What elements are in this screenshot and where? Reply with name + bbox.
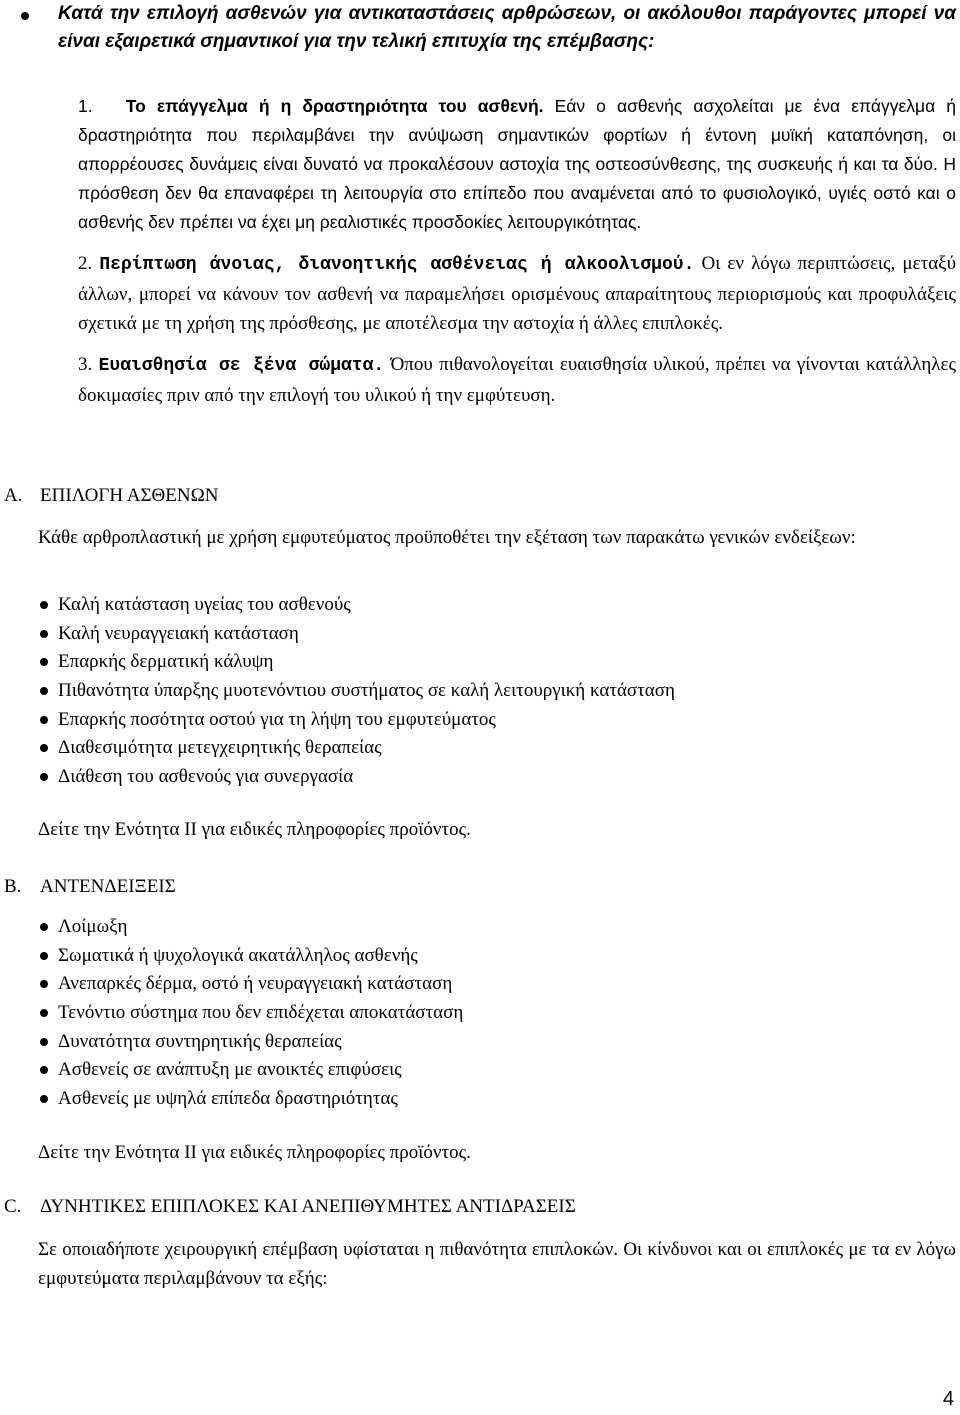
- list-item: Καλή νευραγγειακή κατάσταση: [38, 620, 675, 649]
- section-a-note: Δείτε την Ενότητα ΙΙ για ειδικές πληροφορίες προϊόντος.: [38, 819, 471, 840]
- bullet-icon: [21, 12, 29, 20]
- factor-text: Εάν ο ασθενής ασχολείται με ένα επάγγελμα ή δραστηριότητα που περιλαμβάνει την ανύψωση σημαντικών φορτίων ή έντονη μυϊκή καταπόνηση, οι απορρέουσες δυνάμεις είναι δυνατό να προκαλέσουν αστοχία της οστεοσύνθεσης, της συσκευής ή και τα δύο. Η πρόσθεση δεν θα επαναφέρει τη λειτουργία στο επίπεδο που αναμένεται από το φυσιολογικό, υγιές οστό και ο ασθενής δεν πρέπει να έχει μη ρεαλιστικές προσδοκίες λειτουργικότητας.: [78, 96, 956, 232]
- list-item: Διάθεση του ασθενούς για συνεργασία: [38, 763, 675, 792]
- bullet-icon: [40, 952, 48, 960]
- intro-title: Κατά την επιλογή ασθενών για αντικαταστάσεις αρθρώσεων, οι ακόλουθοι παράγοντες μπορεί να είναι εξαιρετικά σημαντικοί για την τελική επιτυχία της επέμβασης:: [58, 3, 956, 52]
- factor-heading: Περίπτωση άνοιας, διανοητικής ασθένειας ή αλκοολισμού.: [99, 255, 695, 275]
- section-label: A.: [4, 485, 23, 506]
- list-item: Επαρκής ποσότητα οστού για τη λήψη του εμφυτεύματος: [38, 706, 675, 735]
- bullet-icon: [40, 980, 48, 988]
- bullet-icon: [40, 716, 48, 724]
- bullet-icon: [40, 658, 48, 666]
- section-label: B.: [4, 876, 22, 897]
- list-item: Δυνατότητα συντηρητικής θεραπείας: [38, 1028, 463, 1057]
- section-a-intro: Κάθε αρθροπλαστική με χρήση εμφυτεύματος προϋποθέτει την εξέταση των παρακάτω γενικών ενδείξεων:: [38, 527, 856, 548]
- bullet-icon: [40, 1009, 48, 1017]
- section-a-list: [38, 591, 675, 792]
- factor-number: 1.: [78, 96, 93, 116]
- list-item: Ασθενείς με υψηλά επίπεδα δραστηριότητας: [38, 1085, 463, 1114]
- list-item: Ασθενείς σε ανάπτυξη με ανοικτές επιφύσεις: [38, 1056, 463, 1085]
- factor-item: [78, 92, 956, 237]
- factor-heading: Ευαισθησία σε ξένα σώματα.: [98, 356, 385, 376]
- section-c-title: [4, 1196, 576, 1218]
- factor-text: Όπου πιθανολογείται ευαισθησία υλικού, πρέπει να γίνονται κατάλληλες δοκιμασίες πριν από την επιλογή του υλικού ή την εμφύτευση.: [78, 354, 956, 406]
- list-item: Λοίμωξη: [38, 913, 463, 942]
- factor-number: 2.: [78, 253, 93, 274]
- section-heading: ΕΠΙΛΟΓΗ ΑΣΘΕΝΩΝ: [40, 485, 219, 506]
- page-number: 4: [942, 1388, 954, 1410]
- list-item: Σωματικά ή ψυχολογικά ακατάλληλος ασθενής: [38, 942, 463, 971]
- bullet-icon: [40, 744, 48, 752]
- bullet-icon: [40, 1038, 48, 1046]
- list-item: Ανεπαρκές δέρμα, οστό ή νευραγγειακή κατάσταση: [38, 970, 463, 999]
- intro-block: [58, 0, 956, 56]
- list-item: Επαρκής δερματική κάλυψη: [38, 648, 675, 677]
- section-b-title: [4, 876, 176, 898]
- section-heading: ΔΥΝΗΤΙΚΕΣ ΕΠΙΠΛΟΚΕΣ ΚΑΙ ΑΝΕΠΙΘΥΜΗΤΕΣ ΑΝΤΙΔΡΑΣΕΙΣ: [40, 1196, 576, 1217]
- section-heading: ΑΝΤΕΝΔΕΙΞΕΙΣ: [40, 876, 176, 897]
- list-item: Τενόντιο σύστημα που δεν επιδέχεται αποκατάσταση: [38, 999, 463, 1028]
- factor-text: Οι εν λόγω περιπτώσεις, μεταξύ άλλων, μπορεί να κάνουν τον ασθενή να παραμελήσει ορισμένους απαραίτητους περιορισμούς και προφυλάξεις σχετικά με τη χρήση της πρόσθεσης, με αποτέλεσμα την αστοχία ή άλλες επιπλοκές.: [78, 253, 957, 334]
- factor-heading: Το επάγγελμα ή η δραστηριότητα του ασθενή.: [125, 96, 544, 116]
- bullet-icon: [40, 923, 48, 931]
- list-item: Καλή κατάσταση υγείας του ασθενούς: [38, 591, 675, 620]
- bullet-icon: [40, 601, 48, 609]
- factor-number: 3.: [78, 354, 93, 375]
- section-a-title: [4, 485, 218, 507]
- section-b-note: Δείτε την Ενότητα ΙΙ για ειδικές πληροφορίες προϊόντος.: [38, 1142, 471, 1163]
- factor-item: [78, 350, 956, 410]
- bullet-icon: [40, 773, 48, 781]
- factor-list: [78, 92, 956, 422]
- list-item: Πιθανότητα ύπαρξης μυοτενόντιου συστήματος σε καλή λειτουργική κατάσταση: [38, 677, 675, 706]
- bullet-icon: [40, 1095, 48, 1103]
- bullet-icon: [40, 1066, 48, 1074]
- list-item: Διαθεσιμότητα μετεγχειρητικής θεραπείας: [38, 734, 675, 763]
- bullet-icon: [40, 687, 48, 695]
- section-label: C.: [4, 1196, 22, 1217]
- bullet-icon: [40, 630, 48, 638]
- section-b-list: [38, 913, 463, 1114]
- section-c-intro: Σε οποιαδήποτε χειρουργική επέμβαση υφίσταται η πιθανότητα επιπλοκών. Οι κίνδυνοι και οι επιπλοκές με τα εν λόγω εμφυτεύματα περιλαμβάνουν τα εξής:: [38, 1239, 956, 1289]
- factor-item: [78, 249, 956, 338]
